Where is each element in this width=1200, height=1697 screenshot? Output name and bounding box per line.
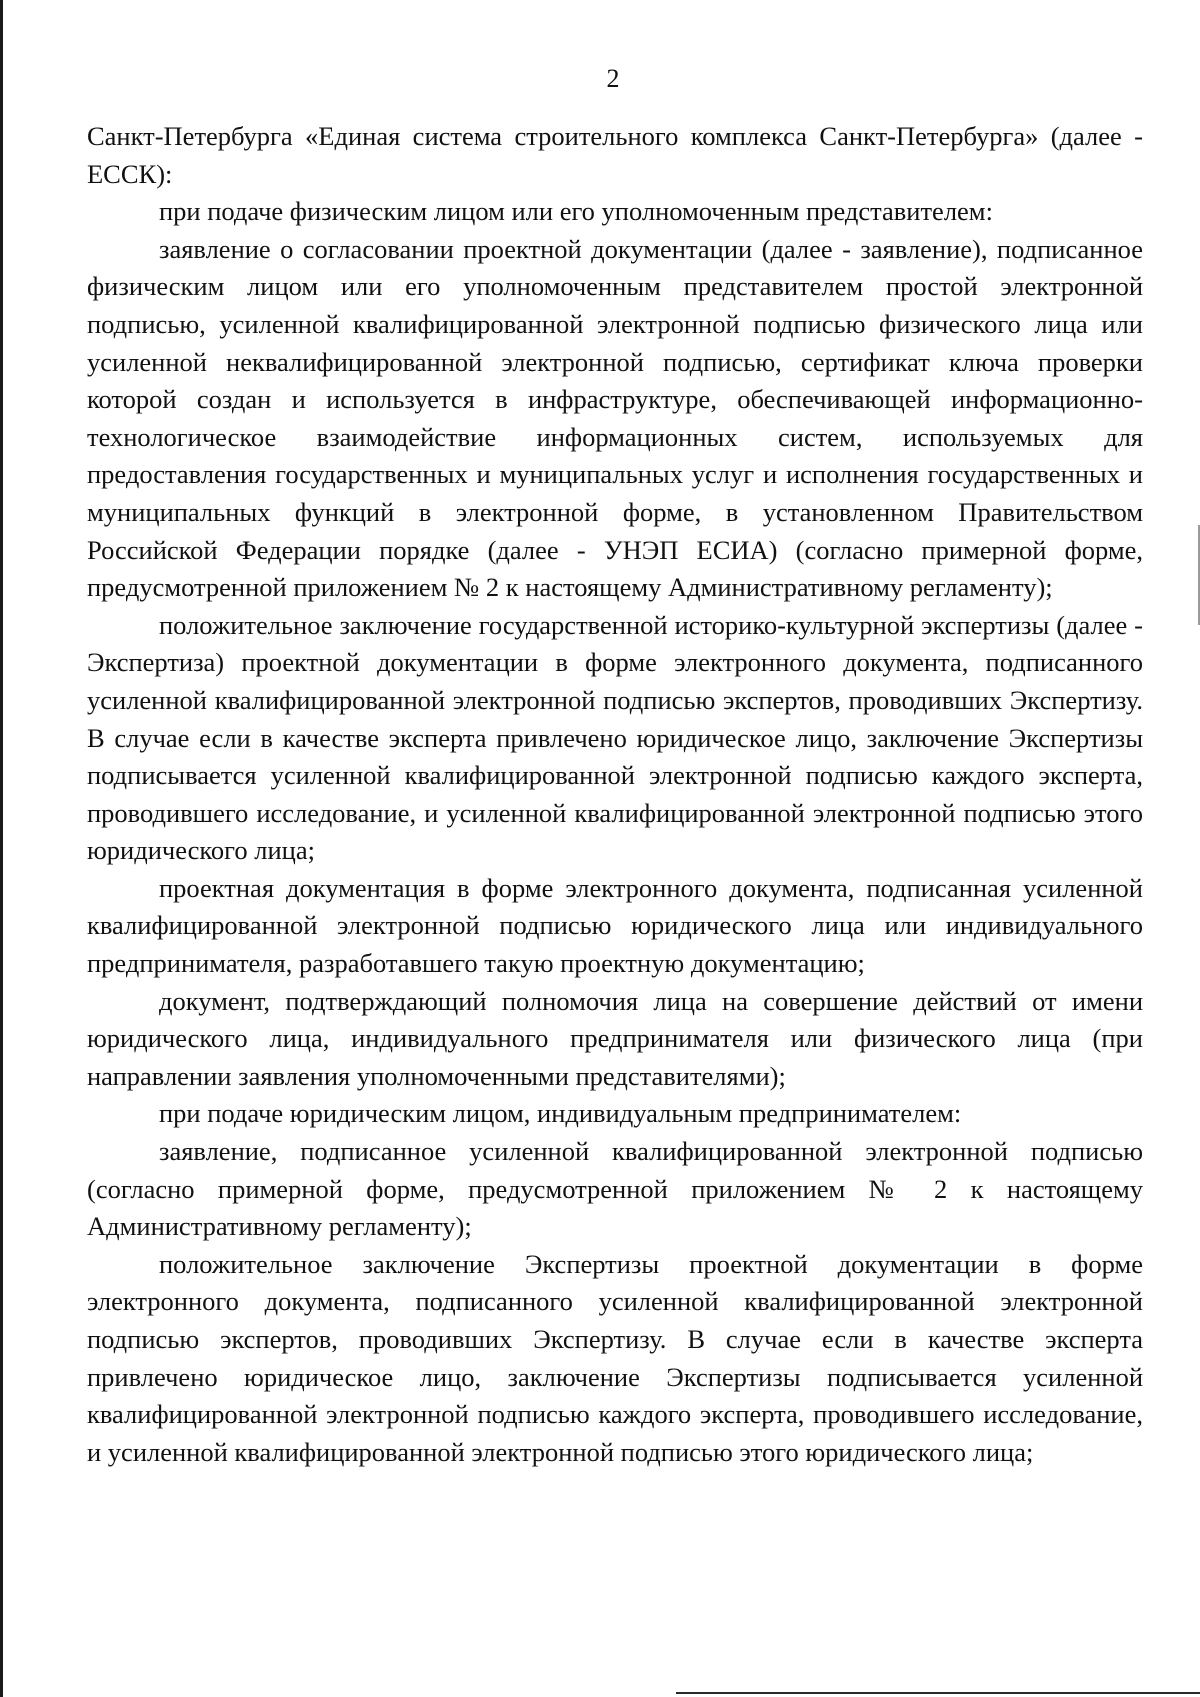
scan-line-bottom [676, 1692, 1200, 1694]
paragraph-expertise-conclusion: положительное заключение государственной историко-культурной экспертизы (далее - Экспертиза) проектной документации в форме электронного документа, подписанного усиленной квалифицированной электронной подписью экспертов, проводивших Экспертизу. В случае если в качестве эксперта привлечено юридическое лицо, заключение Экспертизы подписывается усиленной квалифицированной электронной подписью каждого эксперта, проводившего исследование, и усиленной квалифицированной электронной подписью этого юридического лица; [87, 609, 1143, 866]
paragraph-individual-heading: при подаче физическим лицом или его уполномоченным представителем: [159, 196, 993, 227]
paragraph-legal-entity-heading: при подаче юридическим лицом, индивидуальным предпринимателем: [159, 1098, 962, 1129]
paragraph-application-legal-entity: заявление, подписанное усиленной квалифицированной электронной подписью (согласно примерной форме, предусмотренной приложением № 2 к настоящему Административному регламенту); [87, 1136, 1143, 1242]
scan-edge-left [0, 0, 3, 1697]
paragraph-application-individual: заявление о согласовании проектной документации (далее - заявление), подписанное физическим лицом или его уполномоченным представителем простой электронной подписью, усиленной квалифицированной электронной подписью физического лица или усиленной неквалифицированной электронной подписью, сертификат ключа проверки которой создан и используется в инфраструктуре, обеспечивающей информационно-технологическое взаимодействие информационных систем, используемых для предоставления государственных и муниципальных услуг и исполнения государственных и муниципальных функций в электронной форме, в установленном Правительством Российской Федерации порядке (далее - УНЭП ЕСИА) (согласно примерной форме, предусмотренной приложением № 2 к настоящему Административному регламенту); [87, 233, 1143, 603]
paragraph-project-documentation: проектная документация в форме электронного документа, подписанная усиленной квалифицированной электронной подписью юридического лица или индивидуального предпринимателя, разработавшего такую проектную документацию; [87, 872, 1143, 979]
paragraph-continuation: Санкт-Петербурга «Единая система строительного комплекса Санкт-Петербурга» (далее - ЕССК): [87, 121, 1143, 189]
paragraph-authority-document: документ, подтверждающий полномочия лица на совершение действий от имени юридического лица, индивидуального предпринимателя или физического лица (при направлении заявления уполномоченными представителями); [87, 985, 1143, 1091]
page-number: 2 [606, 64, 620, 93]
paragraph-expertise-conclusion-legal: положительное заключение Экспертизы проектной документации в форме электронного документа, подписанного усиленной квалифицированной электронной подписью экспертов, проводивших Экспертизу. В случае если в качестве эксперта привлечено юридическое лицо, заключение Экспертизы подписывается усиленной квалифицированной электронной подписью каждого эксперта, проводившего исследование, и усиленной квалифицированной электронной подписью этого юридического лица; [87, 1248, 1143, 1467]
document-body [87, 118, 1143, 1471]
